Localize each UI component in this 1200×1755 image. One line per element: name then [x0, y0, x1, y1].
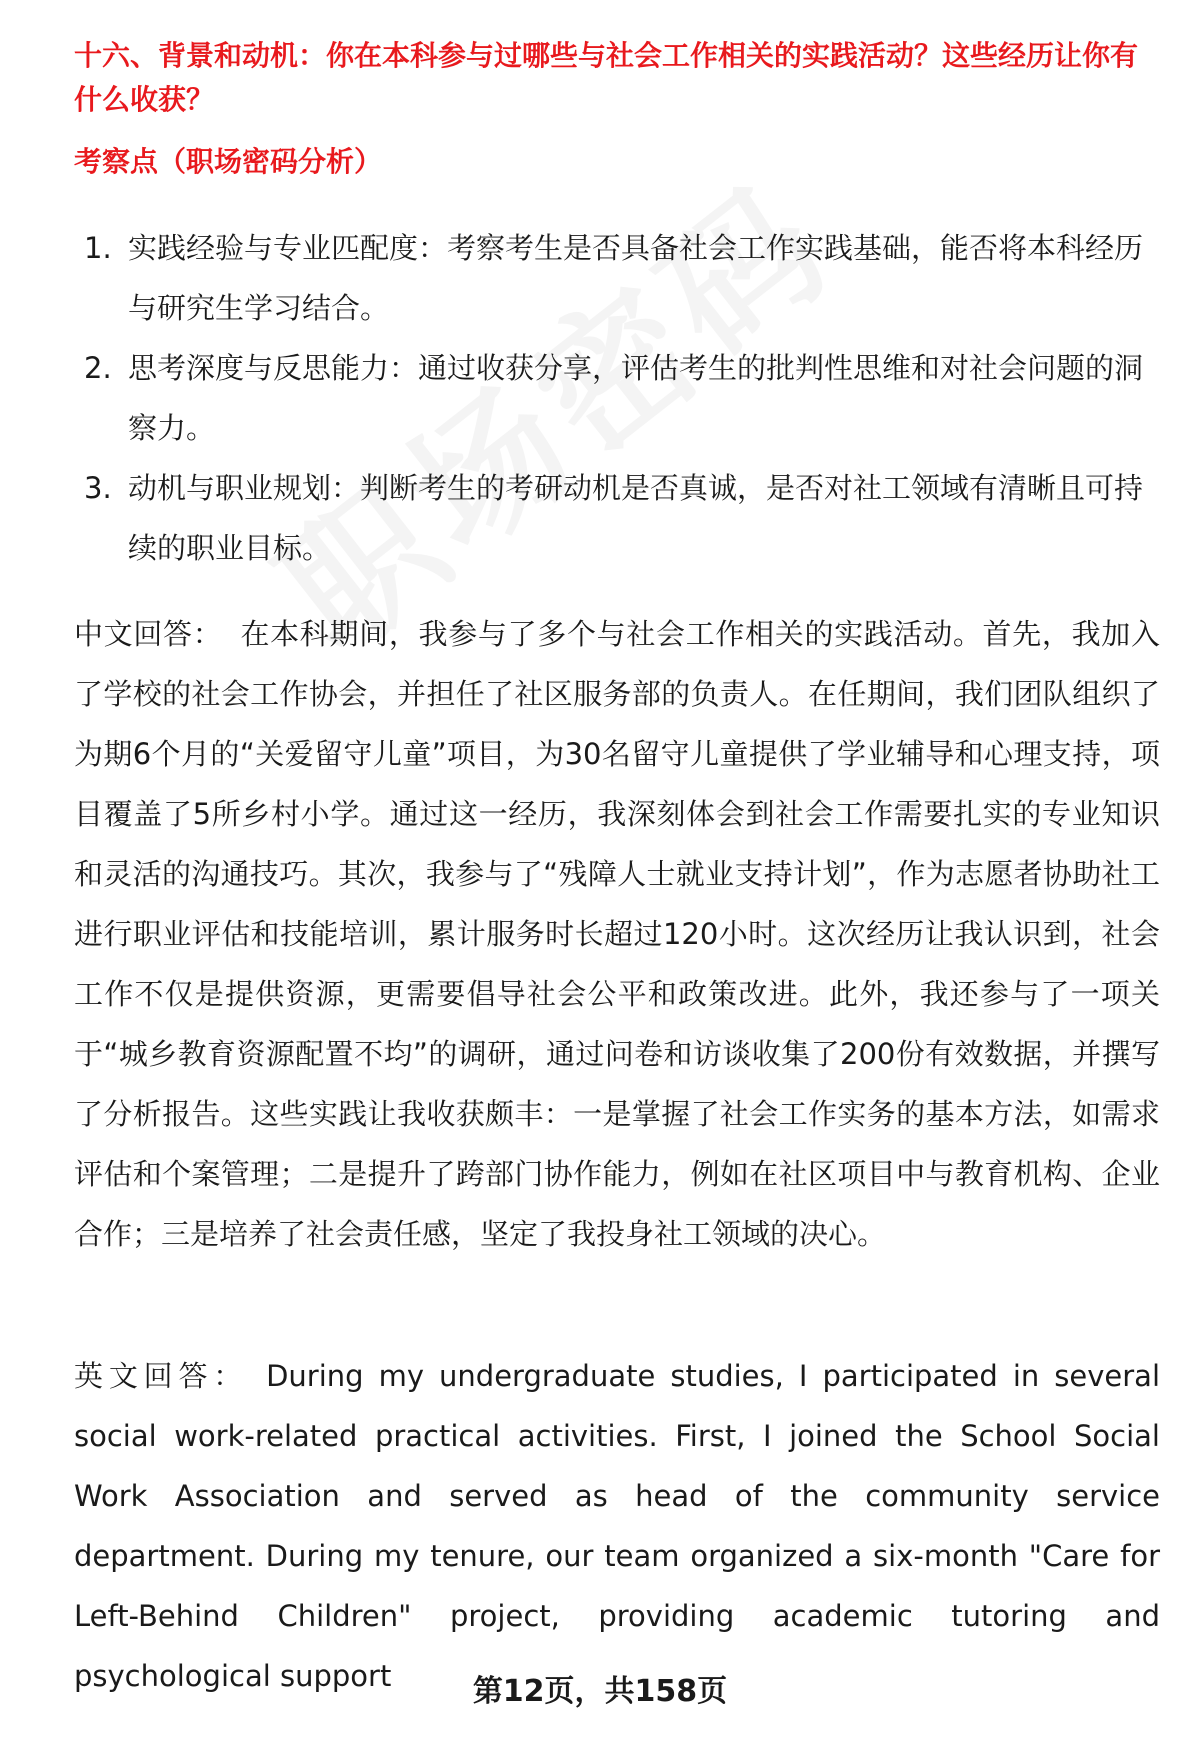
english-answer-paragraph: [74, 1346, 1160, 1706]
list-item: [74, 218, 1160, 338]
list-text: 思考深度与反思能力：通过收获分享，评估考生的批判性思维和对社会问题的洞察力。: [128, 351, 1144, 445]
list-text: 动机与职业规划：判断考生的考研动机是否真诚，是否对社工领域有清晰且可持续的职业目标。: [128, 471, 1144, 565]
list-item: [74, 338, 1160, 458]
list-item: [74, 458, 1160, 578]
english-answer-label: 英文回答：: [74, 1359, 249, 1393]
page-number-footer: 第12页，共158页: [472, 1674, 728, 1709]
list-number: 2.: [84, 351, 112, 385]
question-heading: 十六、背景和动机：你在本科参与过哪些与社会工作相关的实践活动？这些经历让你有什么收获？: [74, 39, 1139, 116]
list-number: 3.: [84, 471, 112, 505]
chinese-answer-label: 中文回答：: [74, 617, 223, 651]
chinese-answer-text: 在本科期间，我参与了多个与社会工作相关的实践活动。首先，我加入了学校的社会工作协会，并担任了社区服务部的负责人。在任期间，我们团队组织了为期6个月的“关爱留守儿童”项目，为30名留守儿童提供了学业辅导和心理支持，项目覆盖了5所乡村小学。通过这一经历，我深刻体会到社会工作需要扎实的专业知识和灵活的沟通技巧。其次，我参与了“残障人士就业支持计划”，作为志愿者协助社工进行职业评估和技能培训，累计服务时长超过120小时。这次经历让我认识到，社会工作不仅是提供资源，更需要倡导社会公平和政策改进。此外，我还参与了一项关于“城乡教育资源配置不均”的调研，通过问卷和访谈收集了200份有效数据，并撰写了分析报告。这些实践让我收获颇丰：一是掌握了社会工作实务的基本方法，如需求评估和个案管理；二是提升了跨部门协作能力，例如在社区项目中与教育机构、企业合作；三是培养了社会责任感，坚定了我投身社工领域的决心。: [74, 617, 1160, 1251]
english-answer-text: During my undergraduate studies, I participated in several social work-related practical activities. First, I joined the School Social Work Association and served as head of the community service department. During my tenure, our team organized a six-month "Care for Left-Behind Children" project, providing academic tutoring and psychological support: [74, 1359, 1160, 1693]
list-text: 实践经验与专业匹配度：考察考生是否具备社会工作实践基础，能否将本科经历与研究生学习结合。: [128, 231, 1144, 325]
section-title: 考察点（职场密码分析）: [74, 145, 383, 178]
assessment-points-list: [74, 218, 1160, 578]
list-number: 1.: [84, 231, 112, 265]
chinese-answer-paragraph: [74, 604, 1160, 1264]
